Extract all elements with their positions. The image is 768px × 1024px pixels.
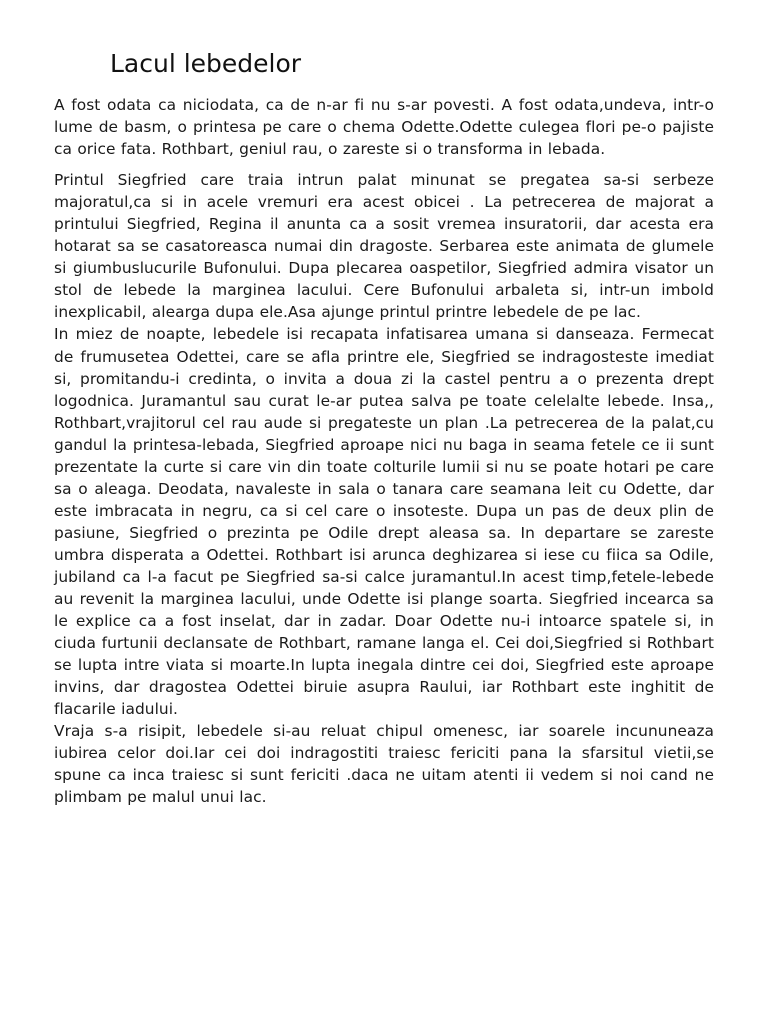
paragraph-intro: A fost odata ca niciodata, ca de n-ar fi nu s-ar povesti. A fost odata,undeva, intr-o lume de basm, o printesa pe care o chema Odette.Odette culegea flori pe-o pajiste ca orice fata. Rothbart, geniul rau, o zareste si o transforma in lebada. [54, 96, 714, 159]
document-page [54, 44, 714, 809]
paragraph-midnight: In miez de noapte, lebedele isi recapata infatisarea umana si danseaza. Fermecat de frumusetea Odettei, care se afla printre ele, Siegfried se indragosteste imediat si, promitandu-i credinta, o invita a doua zi la castel pentru a o prezenta drept logodnica. Juramantul sau curat le-ar putea salva pe toate celelalte lebede. Insa,, Rothbart,vrajitorul cel rau aude si pregateste un plan .La petrecerea de la palat,cu gandul la printesa-lebada, Siegfried aproape nici nu baga in seama fetele ce ii sunt prezentate la curte si care vin din toate colturile lumii si nu se poate hotari pe care sa o aleaga. Deodata, navaleste in sala o tanara care seamana leit cu Odette, dar este imbracata in negru, ca si cel care o insoteste. Dupa un pas de deux plin de pasiune, Siegfried o prezinta pe Odile drept aleasa sa. In departare se zareste umbra disperata a Odettei. Rothbart isi arunca deghizarea si iese cu fiica sa Odile, jubiland ca l-a facut pe Siegfried sa-si calce juramantul.In acest timp,fetele-lebede au revenit la marginea lacului, unde Odette isi plange soarta. Siegfried incearca sa le explice ca a fost inselat, dar in zadar. Doar Odette nu-i intoarce spatele si, in ciuda furtunii declansate de Rothbart, ramane langa el. Cei doi,Siegfried si Rothbart se lupta intre viata si moarte.In lupta inegala dintre cei doi, Siegfried este aproape invins, dar dragostea Odettei biruie asupra Raului, iar Rothbart este inghitit de flacarile iadului. [54, 325, 714, 719]
paragraph-prince: Printul Siegfried care traia intrun palat minunat se pregatea sa-si serbeze majoratul,ca si in acele vremuri era acest obicei . La petrecerea de majorat a printului Siegfried, Regina il anunta ca a sosit vremea insuratorii, dar acesta era hotarat sa se casatoreasca numai din dragoste. Serbarea este animata de glumele si giumbuslucurile Bufonului. Dupa plecarea oaspetilor, Siegfried admira visator un stol de lebede la marginea lacului. Cere Bufonului arbaleta si, intr-un imbold inexplicabil, alearga dupa ele.Asa ajunge printul printre lebedele de pe lac. [54, 171, 714, 322]
document-title: Lacul lebedelor [110, 49, 302, 78]
paragraph-ending: Vraja s-a risipit, lebedele si-au reluat chipul omenesc, iar soarele incununeaza iubirea celor doi.Iar cei doi indragostiti traiesc fericiti pana la sfarsitul vietii,se spune ca inca traiesc si sunt fericiti .daca ne uitam atenti ii vedem si noi cand ne plimbam pe malul unui lac. [54, 722, 714, 807]
